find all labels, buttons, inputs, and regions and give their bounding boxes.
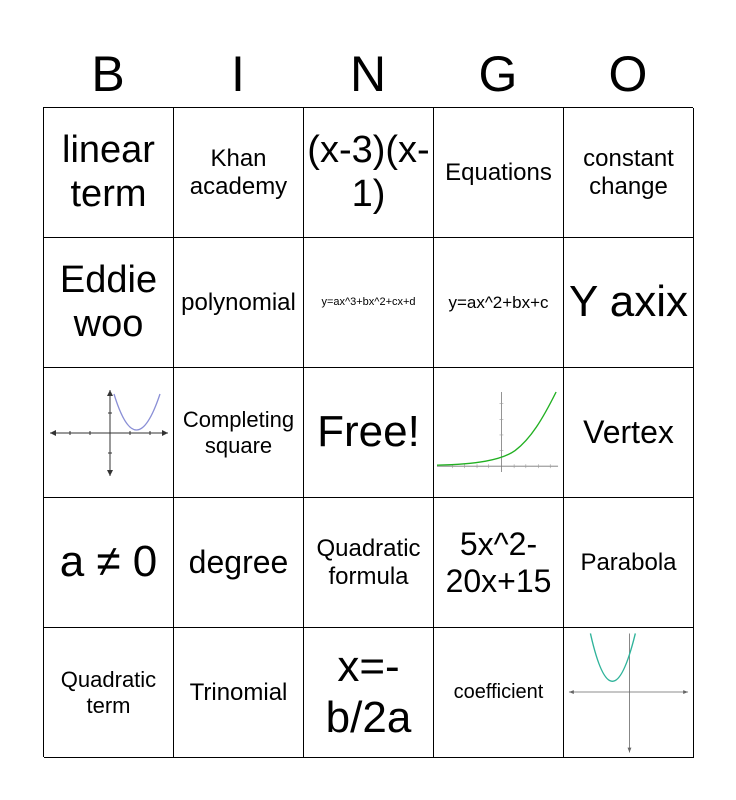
bingo-board	[43, 107, 693, 757]
cell-text: a ≠ 0	[59, 537, 158, 587]
bingo-cell[interactable]	[44, 628, 174, 758]
bingo-cell[interactable]	[174, 238, 304, 368]
bingo-cell[interactable]	[564, 498, 694, 628]
cell-text: Parabola	[580, 548, 677, 576]
bingo-cell[interactable]	[564, 108, 694, 238]
bingo-cell[interactable]	[564, 628, 694, 758]
cell-text: (x-3)(x-1)	[307, 128, 430, 215]
cell-text: Equations	[445, 158, 552, 186]
header-letter-o: O	[608, 46, 648, 102]
cell-text: coefficient	[453, 681, 544, 703]
bingo-cell[interactable]	[304, 108, 434, 238]
bingo-cell[interactable]	[304, 628, 434, 758]
bingo-cell[interactable]	[174, 628, 304, 758]
cell-text: Eddie woo	[59, 258, 158, 345]
bingo-cell[interactable]	[434, 238, 564, 368]
cell-text: Y axix	[568, 277, 689, 327]
bingo-header	[43, 40, 693, 108]
header-letter-i: I	[231, 46, 245, 102]
cell-text: x=-b/2a	[325, 641, 412, 742]
bingo-cell[interactable]	[564, 368, 694, 498]
cell-text: polynomial	[181, 288, 296, 316]
cell-text: Trinomial	[189, 678, 288, 706]
bingo-cell[interactable]	[434, 628, 564, 758]
exponential-curve-icon	[437, 389, 560, 477]
cell-text: y=ax^2+bx+c	[448, 292, 549, 312]
bingo-cell[interactable]	[44, 238, 174, 368]
bingo-cell[interactable]	[304, 498, 434, 628]
bingo-cell[interactable]	[174, 368, 304, 498]
header-letter-n: N	[349, 46, 387, 102]
bingo-cell[interactable]	[564, 238, 694, 368]
cell-text: Free!	[317, 407, 420, 457]
cell-text: y=ax^3+bx^2+cx+d	[321, 296, 416, 309]
bingo-cell[interactable]	[174, 108, 304, 238]
bingo-cell[interactable]	[304, 238, 434, 368]
cell-text: constant change	[583, 144, 674, 200]
header-letter-g: G	[478, 46, 518, 102]
bingo-cell[interactable]	[174, 498, 304, 628]
cell-text: Khan academy	[189, 144, 288, 200]
bingo-cell[interactable]	[434, 498, 564, 628]
cell-text: 5x^2-20x+15	[445, 525, 552, 599]
bingo-cell[interactable]	[434, 368, 564, 498]
cell-text: Quadratic term	[60, 667, 157, 718]
bingo-cell[interactable]	[44, 368, 174, 498]
bingo-cell[interactable]	[304, 368, 434, 498]
cell-text: linear term	[62, 128, 155, 215]
bingo-cell[interactable]	[44, 108, 174, 238]
header-letter-b: B	[91, 46, 125, 102]
cell-text: Vertex	[583, 414, 674, 451]
cell-text: Quadratic formula	[316, 534, 421, 590]
cell-text: Completing square	[182, 407, 295, 458]
bingo-cell[interactable]	[434, 108, 564, 238]
parabola-blue-icon	[48, 388, 170, 478]
parabola-green-icon	[567, 630, 690, 756]
cell-text: degree	[188, 544, 289, 581]
bingo-cell[interactable]	[44, 498, 174, 628]
